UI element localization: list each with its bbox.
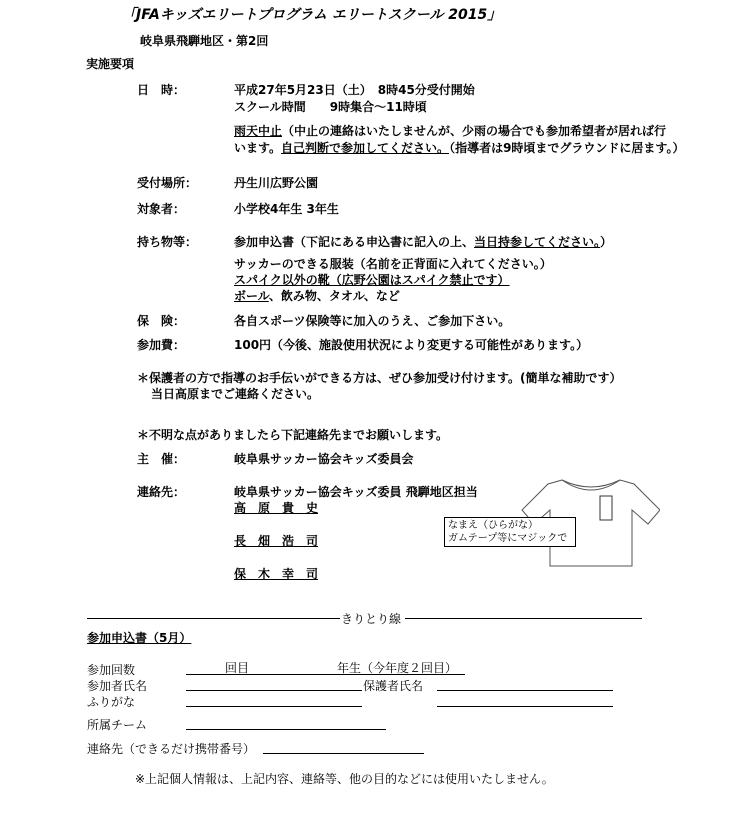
count-field[interactable]	[186, 674, 465, 675]
shirt-note-line2: ガムテープ等にマジックで	[448, 533, 568, 544]
fee-label: 参加費：	[137, 338, 186, 352]
belongings-4b: 、飲み物、タオル、など	[268, 289, 400, 303]
participant-name-label: 参加者氏名	[87, 679, 148, 693]
form-title: 参加申込書（5月）	[87, 631, 192, 645]
insurance-value: 各自スポーツ保険等に加入のうえ、ご参加下さい。	[234, 314, 511, 328]
fee-value: 100円（今後、施設使用状況により変更する可能性があります。）	[234, 338, 589, 352]
belongings-line2: サッカーのできる服装（名前を正背面に入れてください。）	[234, 257, 552, 271]
contact-label: 連絡先：	[137, 485, 186, 499]
furigana-label: ふりがな	[87, 695, 136, 709]
privacy-note: ※上記個人情報は、上記内容、連絡等、他の目的などには使用いたしません。	[135, 772, 554, 786]
belongings-line4	[234, 287, 400, 304]
document-title: 「JFAキッズエリートプログラム エリートスクール 2015」	[122, 7, 502, 23]
organizer-value: 岐阜県サッカー協会キッズ委員会	[234, 452, 414, 466]
rain-detail-2a: います。	[234, 141, 282, 155]
rain-detail: （中止の連絡はいたしませんが、少雨の場合でも参加希望者が居れば行	[282, 124, 667, 138]
contact-person-2: 長 畑 浩 司	[234, 534, 319, 548]
grade-unit: 年生（今年度２回目）	[337, 661, 458, 675]
guardian-furigana-field[interactable]	[437, 706, 613, 707]
phone-field[interactable]	[263, 753, 424, 754]
schedule-date: 平成27年5月23日（土） 8時45分受付開始	[234, 83, 475, 97]
document-subtitle: 岐阜県飛騨地区・第2回	[140, 34, 269, 48]
count-label: 参加回数	[87, 663, 136, 677]
insurance-label: 保 険：	[137, 314, 186, 328]
target-label: 対象者：	[137, 202, 186, 216]
target-value: 小学校4年生 3年生	[234, 202, 339, 216]
schedule-time: スクール時間 9時集合～11時頃	[234, 100, 427, 114]
helper-note-2: 当日高原までご連絡ください。	[151, 387, 320, 401]
contact-note: ＊不明な点がありましたら下記連絡先までお願いします。	[137, 428, 449, 442]
participant-name-field[interactable]	[186, 690, 362, 691]
contact-org: 岐阜県サッカー協会キッズ委員 飛騨地区担当	[234, 485, 478, 499]
team-field[interactable]	[186, 729, 386, 730]
shirt-name-note	[444, 517, 576, 547]
participant-furigana-field[interactable]	[186, 706, 362, 707]
ball-item: ボール	[234, 289, 269, 303]
schedule-label: 日 時：	[137, 83, 186, 97]
rain-notice-line1	[234, 122, 666, 139]
phone-label: 連絡先（できるだけ携帯番号）	[87, 742, 256, 756]
guardian-name-label: 保護者氏名	[363, 679, 424, 693]
belongings-1c: ）	[600, 235, 613, 249]
rain-detail-2c: （指導者は9時頃までグラウンドに居ます。）	[449, 141, 685, 155]
shirt-note-line1: なまえ（ひらがな）	[448, 520, 538, 531]
self-judgement: 自己判断で参加してください。	[281, 141, 450, 155]
bring-on-day: 当日持参してください。	[474, 235, 601, 249]
guardian-name-field[interactable]	[437, 690, 613, 691]
belongings-line1	[234, 233, 612, 250]
cutline-right	[405, 618, 642, 619]
helper-note-1: ＊保護者の方で指導のお手伝いができる方は、ぜひ参加受け付けます。(簡単な補助です）	[137, 371, 622, 385]
cutline-left	[87, 618, 340, 619]
cutline-label: きりとり線	[341, 612, 402, 626]
venue-label: 受付場所：	[137, 176, 198, 190]
rain-notice-line2	[234, 139, 684, 156]
contact-person-1: 高 原 貴 史	[234, 501, 319, 515]
belongings-label: 持ち物等：	[137, 235, 198, 249]
belongings-line3: スパイク以外の靴（広野公園はスパイク禁止です）	[234, 273, 510, 287]
venue-value: 丹生川広野公園	[234, 176, 319, 190]
section-heading: 実施要項	[86, 57, 135, 71]
organizer-label: 主 催：	[137, 452, 186, 466]
team-label: 所属チーム	[87, 718, 148, 732]
rain-cancel: 雨天中止	[234, 124, 283, 138]
count-unit: 回目	[225, 661, 250, 675]
contact-person-3: 保 木 幸 司	[234, 567, 319, 581]
belongings-1a: 参加申込書（下記にある申込書に記入の上、	[234, 235, 475, 249]
